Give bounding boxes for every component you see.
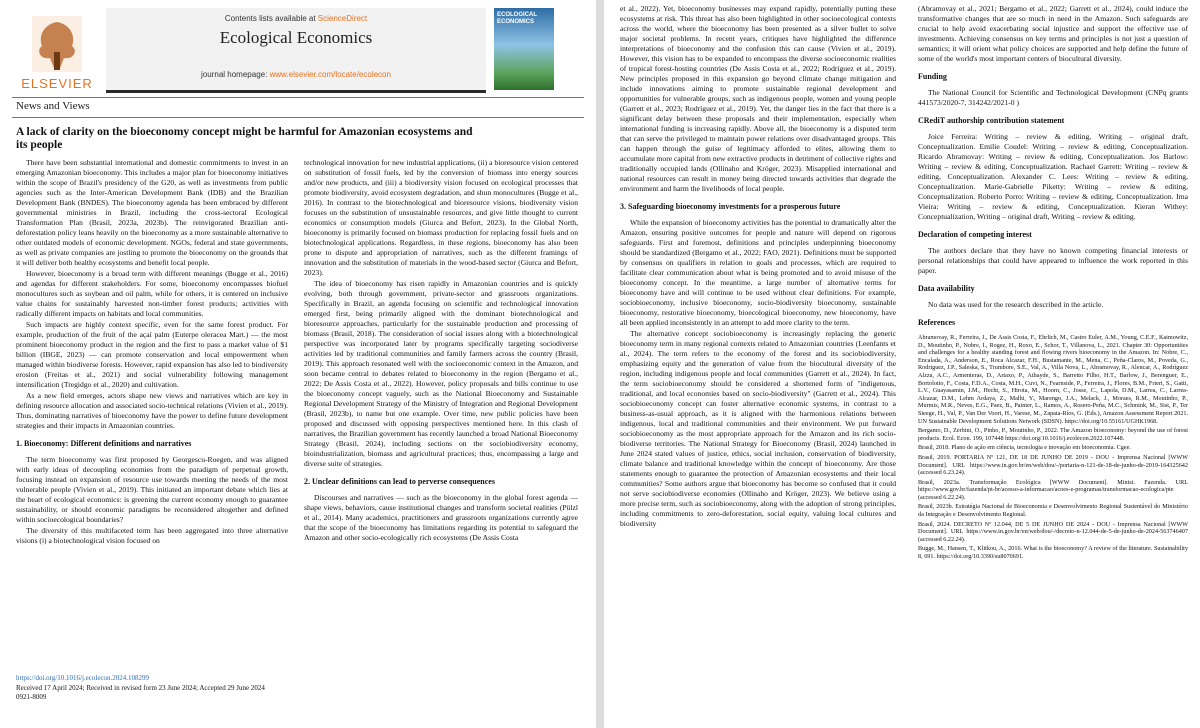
reference-item: Brasil, 2018. Plano de ação em ciência, tecnologia e inovação em bioeconomia. Cgee. [918, 444, 1131, 452]
reference-item: Brasil, 2019. PORTARIA Nº 121, DE 18 DE JUNHO DE 2019 - DOU - Imprensa Nacional [WWW Document]. URL https://www.in.gov.br/en/web/dou/-/portaria-n-121-de-18-de-junho-de-2019-164325642 (accessed 6.23.24). [918, 453, 1188, 477]
homepage-link[interactable]: www.elsevier.com/locate/ecolecon [269, 70, 391, 79]
reference-item: Abramovay, R., Ferreira, J., De Assis Costa, F., Ehrlich, M., Castro Euler, A.M., Young, C.E.F., Kaimowitz, D., Moutinho, P., Nobre, I., Rogez, H., Roxo, E., Schor, T., Villanova, L., 2021. Chapter 30: Opportunities and challenges for a healthy standing forest and flowing rivers bioeconomy in the Amazon. In: Nobre, C., Encalada, A., Anderson, E., Roca Alcazar, F.H., Bustamante, M., Mena, C., Peña-Claros, M., Poveda, G., Rodriguez, J.P., Saleska, S., Trumbore, S.E., Val, A., Villa Nova, L., Abramovay, R., Alencar, A., Rodríguez Alzza, A.C., Armenteras, D., Artaxo, P., Athayde, S., Barretto Filho, H.T., Barlow, J., Berenguer, E., Bortolotto, F., Costa, F.D.A., Costa, M.H., Cuvi, N., Fearnside, P., Ferreira, J., Flores, B.M., Frieri, S., Gatti, L.V., Guayasamin, J.M., Hecht, S., Hirota, M., Hoorn, C., Josse, C., Lapola, D.M., Larrea, C., Larrea-Alcazar, D.M., Lehm Ardaya, Z., Malhi, Y., Marengo, J.A., Melack, J., Moraes, R.M., Moutinho, P., Murmis, M.R., Neves, E.G., Paez, B., Painter, L., Ramos, A., Rosero-Peña, M.C., Schmink, M., Sist, P., Ter Steege, H., Val, P., Van Der Voort, H., Varese, M., Zapata-Ríos, G. (Eds.), Amazon Assessment Report 2021. UN Sustainable Development Solutions Network (SDSN). https://doi.org/10.55161/UGHK1968. [918, 334, 1188, 425]
reference-item: Bugge, M., Hansen, T., Klitkou, A., 2016. What is the bioeconomy? A review of the literature. Sustainability 8, 691. https://doi.org/10.3390/su8070691. [918, 545, 1188, 561]
article-title: A lack of clarity on the bioeconomy concept might be harmful for Amazonian ecosystems and its people [16, 126, 473, 151]
section-heading-1: 1. Bioeconomy: Different definitions and narratives [16, 439, 192, 448]
page2-right-column [918, 4, 1188, 563]
funding-text: The National Council for Scientific and Technological Development (CNPq grants 441573/2020-7, 314242/2021-0 ) [918, 88, 1188, 107]
reference-item: Brasil, 2023b. Estratégia Nacional de Bioeconomia e Desenvolvimento Regional Sustentável do Ministério da Integração e Desenvolvimento Regional. [918, 503, 1188, 519]
journal-header [12, 8, 586, 96]
references-heading: References [918, 318, 956, 327]
funding-heading: Funding [918, 72, 947, 81]
article-page-1 [0, 0, 596, 728]
contents-prefix: Contents lists available at [224, 14, 316, 23]
availability-heading: Data availability [918, 284, 975, 293]
reference-item: Bergamo, D., Zerbini, O., Pinho, P., Moutinho, P., 2022. The Amazon bioeconomy: beyond the use of forest products. Ecol. Econ. 199, 107448 https://doi.org/10.1016/j.ecolecon.2022.107448. [918, 427, 1188, 442]
paragraph: Such impacts are highly context specific, even for the same forest product. For example, production of the fruit of the açaí palm (Euterpe oleracea Mart.) — the most prominent bioeconomy product in the region and the first to pass a market value of $1 billion (IBGE, 2023) — can promote conservation and local empowerment when managed within biodiverse forests. However, rapid expansion has also led to biodiversity erosion (Freitas et al., 2021) and social vulnerability following management intensification (Tregidgo et al., 2020) and cultivation. [16, 320, 288, 389]
article-page-2 [604, 0, 1200, 728]
section-heading-3: 3. Safeguarding bioeconomy investments for a prosperous future [620, 202, 841, 211]
section-divider [12, 117, 584, 118]
paragraph: (Abramovay et al., 2021; Bergamo et al., 2022; Garrett et al., 2024), could induce the transformative changes that are so much in need in the Amazon. Such safeguards are crucial to help avoid exacerbating social injustice and support the effective use of investments. Achieving consensus on key terms and principles is not just a question of semantics; it will orient what policy choices are supported and help define the future of some of the world's most important centers of biocultural diversity. [918, 4, 1188, 63]
journal-banner [106, 8, 486, 93]
homepage-prefix: journal homepage: [201, 70, 268, 79]
paragraph: technological innovation for new industrial applications, (ii) a bioresource vision centered on substitution of fossil fuels, led by the conversion of biomass into energy sources and/or new products, and (iii) a biodiversity vision focused on ecological processes that promote biodiversity, avoid ecosystem degradation, and shun monocultures (Bugge et al., 2016). In contrast to the biotechnological and bioresource visions, biodiversity vision focuses on the substitution of unsustainable resources, and give little thought to current economics or consumption models (Giurca and Befort, 2023). In the Global North, bioeconomy is primarily focused on biomass production for replacing fossil fuels and on biotechnological applications. Regardless, in these regions, bioeconomy has also been prone to dispute and appropriation of narratives, such as the different framings of innovation and the substitution of materials in the wood-based sector (Giurca and Befort, 2023). [304, 158, 578, 277]
paragraph: The term bioeconomy was first proposed by Georgescu-Roegen, and was aligned with early ideas of decoupling economies from the paradigm of perpetual growth, focusing instead on expansion of resource use towards meeting the needs of the most vulnerable people (Vivien et al., 2019). This initiated an important debate which lies at the heart of ecological economics: is greening the current economy enough to guarantee sustainability, or should economic paradigms be reconsidered altogether and defined within socioecological boundaries? [16, 455, 288, 524]
publisher-name: ELSEVIER [21, 76, 93, 91]
article-footer [16, 674, 265, 703]
paragraph: The diversity of this multifaceted term has been aggregated into three alternative visions (i) a biotechnological vision focused on [16, 526, 288, 545]
paragraph: The idea of bioeconomy has risen rapidly in Amazonian countries and is quickly evolving, both through government, private-sector and grassroots organizations. Specifically in Brazil, an agenda focusing on scientific and technological innovation emerged first, being primarily aligned with the dominant biotechnological and bioresource approaches, particularly for the sustainable production and processing of biomass (Brasil, 2018). The consideration of social issues along with a biotechnological perspective was incorporated later by programs specifically targeting sociodiverse activities led by traditional communities and family farmers across the country (Brasil, 2019). This approach resonated well with the socioeconomic context in the Amazon, and soon became central to debates related to bioeconomy in the region (Bergamo et al., 2022; De Assis Costa et al., 2022). However, policy proposals and bills continue to use the bioeconomy concept vaguely, such as the National Bioeconomy and Sustainable Regional Development Strategy of the Ministry of Integration and Regional Development (Brasil, 2023b), to name but one example. Over time, new public policies have been proposed and discussed with opposing perspectives mentioned here. In this clash of narratives, the Brazilian government has recently launched a broad National Bioeconomy Strategy (Brasil, 2024), including sections on the sociobiodiversity economy, bioindustrialization, biomass and agricultural practices; thus, encompassing a large and diverse suite of strategies. [304, 279, 578, 468]
elsevier-tree-icon [32, 16, 82, 72]
section-label: News and Views [16, 100, 90, 112]
cover-title: ECOLOGICAL ECONOMICS [497, 12, 537, 25]
received-dates: Received 17 April 2024; Received in revised form 23 June 2024; Accepted 29 June 2024 [16, 683, 265, 692]
paragraph: Discourses and narratives — such as the bioeconomy in the global forest agenda — shape views, behaviors, cause institutional changes and transform societal realities (Pülzl et al., 2014). Many academics, practitioners and grassroots organizations currently agree that the scope of the bioeconomy has limitations regarding its potential to safeguard the Amazon and other socio-ecologically rich ecosystems (De Assis Costa [304, 493, 578, 542]
paragraph: There have been substantial international and domestic commitments to invest in an emerging Amazonian bioeconomy. This includes a major plan for bioeconomy initiatives within the scope of Brazil's presidency of the G20, as well as investments from public agencies such as the Inter-American Development Bank (IDB) and the Brazilian Development Bank (BNDES). The bioeconomy agenda has been embraced by different governmental ministries in Brazil, including the cross-sectoral Ecological Transformation Plan (Brasil, 2023a, 2023b). The reinvigorated Brazilian anti-deforestation policy leans heavily on the bioeconomy as a more sustainable alternative to other outdated models of economic development. NGOs, federal and state governments, as well as private companies are jostling to promote the bioeconomy on the grounds that it will deliver both healthy ecosystems and benefit local people. [16, 158, 288, 267]
paragraph: While the expansion of bioeconomy activities has the potential to dramatically alter the Amazon, ensuring positive outcomes for people and nature will depend on rigorous safeguards. First and foremost, definitions and principles underpinning bioeconomy should be standardized (Bergamo et al., 2022; FAO, 2021). Definitions must be supported by consensus on qualifiers in relation to goals and processes, which are required to facilitate clear communication about what is being promoted and to avoid misuse of the bioeconomy concept. In the meantime, a large number of alternative terms for bioeconomy have and will continue to be used without clear definitions. For example, sociobioeconomy, inclusive bioeconomy, socio-biodiversity bioeconomy, sustainable bioeconomy, restorative bioeconomy, bioecological bioeconomy, new bioeconomy, have all been applied inconsistently in an attempt to add more clarity to the term. [620, 218, 896, 327]
paragraph: et al., 2022). Yet, bioeconomy businesses may expand rapidly, potentially putting these ecosystems at risk. This threat has also been highlighted in other socioecological contexts across the world, where the bioeconomy has been presented as a silver bullet to solve major societal problems. In recent years, critiques have highlighted the difference interpretations of bioeconomy and the confusion this can cause (Vivien et al., 2019). However, this vision has to be expanded to encompass the diverse socioeconomic realities of tropical forest-hosting countries (De Assis Costa et al., 2022; Rodríguez et al., 2019). New principles proposed in this expansion go beyond climate change mitigation and include innovations aiming to promote sustainable regional development and opportunities for vulnerable groups, such as indigenous people, women and young people (Garrett et al., 2023; Rodríguez et al., 2019). Yet, the danger lies in the fact that there is a significant delay between these proposals and their implementation, especially when international funding is increasing rapidly. Above all, the bioeconomy is a disputed term that can serve the privileged to maintain power relations over disadvantaged groups. This can happen through the guise of legitimacy afforded to elites, allowing them to accumulate more capital from new extractive products in detriment of collective rights and traditionally occupied lands (Ollinaho and Kröger, 2023). Misapplied international and national resources can result in money being directed towards activities that degrade the environment and harm the livelihoods of local people. [620, 4, 896, 193]
journal-cover-image[interactable] [494, 8, 554, 90]
page2-left-column [620, 4, 896, 530]
competing-text: The authors declare that they have no known competing financial interests or personal relationships that could have appeared to influence the work reported in this paper. [918, 246, 1188, 275]
elsevier-logo[interactable] [18, 16, 96, 94]
credit-heading: CRediT authorship contribution statement [918, 116, 1065, 125]
header-divider [12, 97, 584, 98]
body-left-column [16, 158, 288, 547]
paragraph: However, bioeconomy is a broad term with different meanings (Bugge et al., 2016) and agendas for different stakeholders. For some, bioeconomy encompasses biofuel monocultures such as soybean and oil palm, while for others, it is centered on inclusive value chains for sustainably harvested non-timber forest products; activities with radically different impacts on habitats and local communities. [16, 269, 288, 318]
doi-link[interactable]: https://doi.org/10.1016/j.ecolecon.2024.108299 [16, 674, 150, 682]
section-heading-2: 2. Unclear definitions can lead to perverse consequences [304, 477, 495, 486]
paragraph: The alternative concept sociobioeconomy is increasingly replacing the generic bioeconomy term in many regional contexts related to Amazonian countries (Leenfants et al., 2024). The term refers to the economy of the forest and its sociobiodiversity, emphasizing equity and the generation of value from the biocultural diversity of the region, including indigenous people and local communities (Garrett et al., 2024). In fact, the term sociobioeconomy should be considered a shortened form of "indigenous, traditional, and local economies based on socio-biodiversity" (Garrett et al., 2024). This sociobioeconomy concept can foster alternative economic systems, in contrast to a business-as-usual approach, as it is aligned with the harmonious relations between indigenous, local and traditional communities and their environment. We put forward sociobioeconomy as the most appropriate approach for the Amazon and its rich socio-biodiverse territories. The National Strategy for Bioeconomy (Brasil, 2024) launched in June 2024 stated values of justice, ethics, social inclusion, conservation of biodiversity, climate balance and traditional knowledge within the concept of bioeconomy. Are those statements enough to guarantee the protection of Amazonian ecosystems and their local communities? Some authors argue that bioeconomy has become so confused that it could not serve sociobiodiverse economies (Ollinaho and Kröger, 2023). We believe using a more precise term, such as sociobioeconomy, along with the adoption of strong principles, including commitments to zero-deforestation, social equity, valuing local cultures and biodiversity [620, 329, 896, 528]
competing-heading: Declaration of competing interest [918, 230, 1032, 239]
issn: 0921-8009 [16, 693, 47, 701]
journal-title: Ecological Economics [219, 28, 373, 47]
reference-item: Brasil, 2024. DECRETO Nº 12.044, DE 5 DE JUNHO DE 2024 - DOU - Imprensa Nacional [WWW Document]. URL https://www.in.gov.br/en/web/dou/-/decreto-n-12.044-de-5-de-junho-de-2024-563746407 (accessed 6.22.24). [918, 520, 1188, 543]
paragraph: As a new field emerges, actors shape new views and narratives which are key in defining resource allocation and associated socio-technical relations (Vivien et al., 2019). Thus, dominating narratives of bioeconomy have the power to define future development strategies and their impacts in Amazonian countries. [16, 391, 288, 430]
credit-text: Joice Ferreira: Writing – review & editing, Writing – original draft, Conceptualization. Emilie Coudel: Writing – review & editing, Conceptualization. Ricardo Abramovay: Writing – review & editing, Conceptualization. Jos Barlow: Writing – review & editing, Conceptualization. Rachael Garrett: Writing – review & editing, Conceptualization. Alexander C. Lees: Writing – review & editing, Conceptualization. Marie-Gabrielle Piketty: Writing – review & editing, Conceptualization. Roberto Porro: Writing – review & editing, Conceptualization. Ima Vieira: Writing – review & editing, Conceptualization. Kieran Withey: Conceptualization, Writing – original draft, Writing – review & editing. [918, 132, 1188, 221]
sciencedirect-link[interactable]: ScienceDirect [317, 14, 368, 23]
body-right-column [304, 158, 578, 544]
reference-item: Brasil, 2023a. Transformação Ecológica [WWW Document]. Minist. Fazenda. URL https://www.gov.br/fazenda/pt-br/acesso-a-informacao/acoes-e-programas/transformacao-ecologica/pte (accessed 6.22.24). [918, 478, 1188, 501]
contents-line [106, 14, 486, 23]
availability-text: No data was used for the research described in the article. [928, 300, 1104, 309]
homepage-line [106, 70, 486, 79]
